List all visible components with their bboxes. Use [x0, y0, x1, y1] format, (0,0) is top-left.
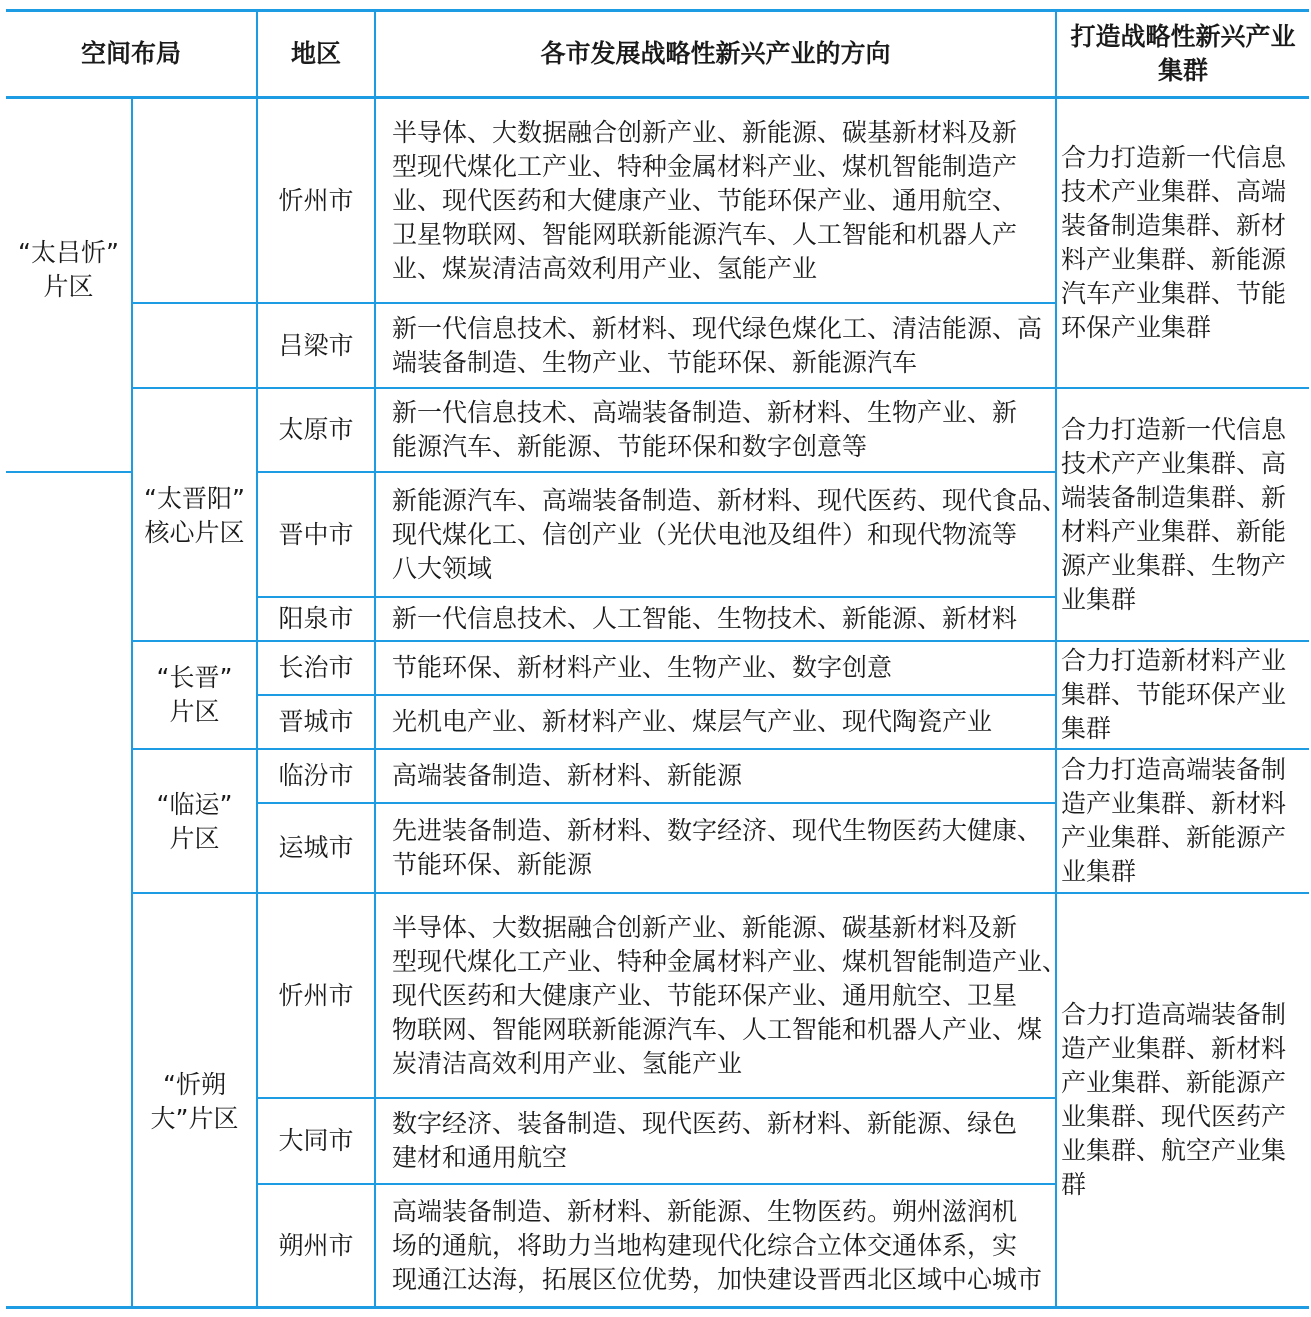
direction-jinzhong	[392, 473, 1068, 596]
header-cluster-line: 集群	[1157, 56, 1208, 85]
zone-label-line: “临运”	[156, 790, 233, 819]
cluster-line: 合力打造新一代信息	[1061, 414, 1287, 444]
direction-line: 光机电产业、新材料产业、煤层气产业、现代陶瓷产业	[392, 707, 993, 736]
direction-xinzhou	[392, 99, 1052, 302]
cluster-line: 集群	[1061, 714, 1112, 743]
cluster-line: 造产业集群、新材料	[1061, 789, 1287, 818]
direction-line: 新一代信息技术、人工智能、生物技术、新能源、新材料	[392, 604, 1018, 633]
direction-yuncheng	[392, 804, 1052, 892]
direction-shuozhou	[392, 1185, 1052, 1306]
direction-line: 半导体、大数据融合创新产业、新能源、碳基新材料及新	[392, 117, 1018, 147]
direction-line: 型现代煤化工产业、特种金属材料产业、煤机智能制造产	[392, 151, 1018, 181]
direction-line: 现通江达海，拓展区位优势，加快建设晋西北区域中心城市	[392, 1264, 1043, 1294]
header-layout: 空间布局	[80, 39, 181, 68]
direction-line: 现代医药和大健康产业、节能环保产业、通用航空、卫星	[392, 980, 1018, 1010]
cluster-line: 造产业集群、新材料	[1061, 1034, 1287, 1063]
zone-label-line: 片区	[169, 697, 220, 726]
direction-jincheng	[392, 696, 1052, 748]
cluster-line: 合力打造高端装备制	[1061, 1000, 1287, 1029]
zone-taijinyang	[133, 476, 256, 556]
direction-changzhi	[392, 642, 1052, 694]
cluster-line: 群	[1061, 1170, 1087, 1199]
city-xinzhou-2: 忻州市	[278, 980, 354, 1010]
direction-line: 建材和通用航空	[392, 1143, 568, 1172]
cluster-taijinyang	[1061, 389, 1307, 640]
direction-yangquan	[392, 598, 1052, 640]
cluster-tailuxin	[1061, 99, 1307, 387]
direction-taiyuan	[392, 389, 1052, 471]
zone-label-line: “忻朔	[163, 1070, 226, 1099]
direction-line: 业、煤炭清洁高效利用产业、氢能产业	[392, 253, 818, 283]
col-line-4	[1055, 10, 1057, 1308]
header-direction: 各市发展战略性新兴产业的方向	[540, 39, 891, 68]
header-region: 地区	[290, 39, 341, 68]
cluster-line: 汽车产业集群、节能	[1061, 279, 1287, 308]
bottom-border	[6, 1306, 1309, 1309]
direction-line: 型现代煤化工产业、特种金属材料产业、煤机智能制造产业、	[392, 946, 1068, 976]
direction-line: 现代煤化工、信创产业（光伏电池及组件）和现代物流等	[392, 519, 1018, 549]
header-cluster-line: 打造战略性新兴产业	[1070, 22, 1296, 51]
cluster-line: 端装备制造集群、新	[1061, 482, 1287, 512]
cluster-line: 业集群、航空产业集	[1061, 1136, 1287, 1165]
direction-line: 场的通航，将助力当地构建现代化综合立体交通体系，实	[392, 1230, 1018, 1260]
direction-line: 八大领域	[392, 553, 493, 583]
row-line-zone-left	[6, 471, 133, 473]
city-lvliang: 吕梁市	[278, 330, 354, 360]
direction-line: 数字经济、装备制造、现代医药、新材料、新能源、绿色	[392, 1109, 1018, 1138]
zone-linyun	[133, 782, 256, 862]
direction-line: 能源汽车、新能源、节能环保和数字创意等	[392, 432, 868, 461]
direction-line: 业、现代医药和大健康产业、节能环保产业、通用航空、	[392, 185, 1018, 215]
cluster-line: 料产业集群、新能源	[1061, 245, 1287, 274]
city-xinzhou: 忻州市	[278, 185, 354, 215]
cluster-line: 合力打造新一代信息	[1061, 143, 1287, 172]
cluster-line: 合力打造高端装备制	[1061, 755, 1287, 784]
direction-linfen	[392, 750, 1052, 802]
cluster-line: 材料产业集群、新能	[1061, 516, 1287, 546]
zone-tailuxin	[6, 230, 131, 310]
cluster-line: 业集群	[1061, 857, 1137, 886]
header-cluster	[1057, 12, 1309, 96]
direction-line: 新一代信息技术、高端装备制造、新材料、生物产业、新	[392, 398, 1018, 427]
city-linfen: 临汾市	[278, 761, 354, 790]
zone-changjin	[133, 655, 256, 735]
cluster-changjin	[1061, 642, 1307, 748]
city-yuncheng: 运城市	[278, 833, 354, 862]
cluster-line: 技术产产业集群、高	[1061, 448, 1287, 478]
city-datong: 大同市	[278, 1126, 354, 1155]
city-yangquan: 阳泉市	[278, 604, 354, 633]
city-taiyuan: 太原市	[278, 415, 354, 444]
city-jincheng: 晋城市	[278, 707, 354, 736]
direction-line: 半导体、大数据融合创新产业、新能源、碳基新材料及新	[392, 912, 1018, 942]
zone-xinshuoda	[133, 1062, 256, 1142]
direction-line: 卫星物联网、智能网联新能源汽车、人工智能和机器人产	[392, 219, 1018, 249]
city-jinzhong: 晋中市	[278, 519, 354, 549]
cluster-line: 产业集群、新能源产	[1061, 1068, 1287, 1097]
cluster-line: 业集群、现代医药产	[1061, 1102, 1287, 1131]
cluster-line: 技术产业集群、高端	[1061, 177, 1287, 206]
zone-label-line: “太吕忻”	[18, 238, 119, 267]
cluster-line: 集群、节能环保产业	[1061, 680, 1287, 709]
zone-label-line: 片区	[169, 824, 220, 853]
direction-line: 高端装备制造、新材料、新能源	[392, 761, 743, 790]
city-changzhi: 长治市	[278, 653, 354, 682]
direction-line: 先进装备制造、新材料、数字经济、现代生物医药大健康、	[392, 816, 1043, 845]
cluster-line: 环保产业集群	[1061, 313, 1212, 342]
city-shuozhou: 朔州市	[278, 1230, 354, 1260]
zone-label-line: 片区	[43, 272, 94, 301]
cluster-xinshuoda	[1061, 894, 1307, 1306]
cluster-line: 产业集群、新能源产	[1061, 823, 1287, 852]
cluster-line: 业集群	[1061, 584, 1137, 614]
direction-line: 炭清洁高效利用产业、氢能产业	[392, 1048, 743, 1078]
direction-line: 高端装备制造、新材料、新能源、生物医药。朔州滋润机	[392, 1196, 1018, 1226]
col-line-3	[374, 10, 376, 1308]
direction-lvliang	[392, 304, 1052, 387]
direction-line: 新一代信息技术、新材料、现代绿色煤化工、清洁能源、高	[392, 313, 1043, 343]
direction-line: 端装备制造、生物产业、节能环保、新能源汽车	[392, 347, 918, 377]
zone-label-line: “太晋阳”	[144, 484, 245, 513]
direction-xinzhou-2	[392, 894, 1068, 1097]
zone-label-line: 核心片区	[144, 518, 245, 547]
direction-line: 节能环保、新能源	[392, 850, 593, 879]
cluster-line: 装备制造集群、新材	[1061, 211, 1287, 240]
direction-datong	[392, 1099, 1052, 1183]
direction-line: 节能环保、新材料产业、生物产业、数字创意	[392, 653, 893, 682]
cluster-line: 源产业集群、生物产	[1061, 550, 1287, 580]
cluster-line: 合力打造新材料产业	[1061, 646, 1287, 675]
zone-label-line: “长晋”	[156, 663, 233, 692]
zone-label-line: 大”片区	[150, 1104, 239, 1133]
cluster-linyun	[1061, 750, 1307, 892]
direction-line: 新能源汽车、高端装备制造、新材料、现代医药、现代食品、	[392, 485, 1068, 515]
direction-line: 物联网、智能网联新能源汽车、人工智能和机器人产业、煤	[392, 1014, 1043, 1044]
